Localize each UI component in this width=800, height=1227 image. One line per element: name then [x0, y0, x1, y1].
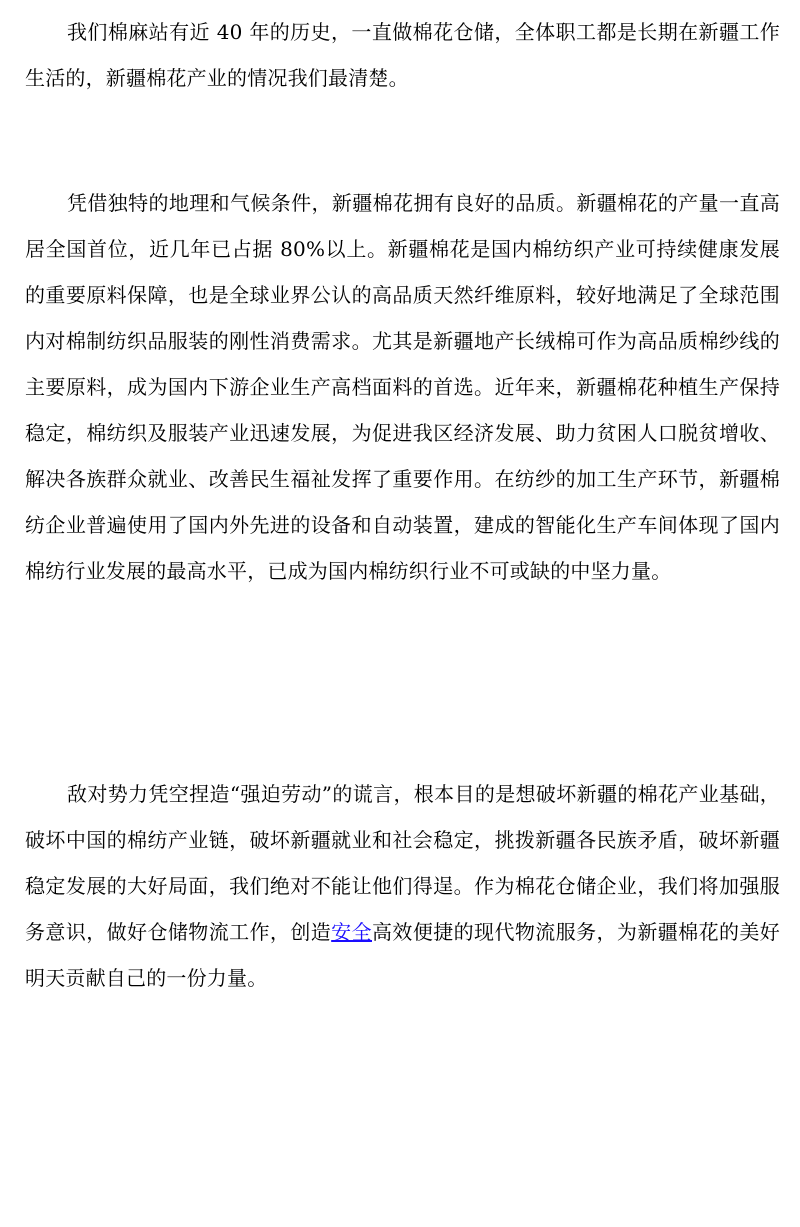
paragraph-cotton-quality: 凭借独特的地理和气候条件，新疆棉花拥有良好的品质。新疆棉花的产量一直高居全国首位，近几年已占据 80%以上。新疆棉花是国内棉纺织产业可持续健康发展的重要原料保障，也是全球业界公认的高品质天然纤维原料，较好地满足了全球范围内对棉制纺织品服装的刚性消费需求。尤其是新疆地产长绒棉可作为高品质棉纱线的主要原料，成为国内下游企业生产高档面料的首选。近年来，新疆棉花种植生产保持稳定，棉纺织及服装产业迅速发展，为促进我区经济发展、助力贫困人口脱贫增收、解决各族群众就业、改善民生福祉发挥了重要作用。在纺纱的加工生产环节，新疆棉纺企业普遍使用了国内外先进的设备和自动装置，建成的智能化生产车间体现了国内棉纺行业发展的最高水平，已成为国内棉纺织行业不可或缺的中坚力量。 [25, 191, 780, 583]
safety-link[interactable]: 安全 [331, 920, 372, 944]
paragraph-forced-labor-rebuttal [25, 771, 780, 1001]
paragraph-text-after-link: 高效便捷的现代物流服务，为新疆棉花的美好明天贡献自己的一份力量。 [25, 920, 781, 990]
paragraph-text-before-link: 敌对势力凭空捏造“强迫劳动”的谎言，根本目的是想破坏新疆的棉花产业基础，破坏中国的棉纺产业链，破坏新疆就业和社会稳定，挑拨新疆各民族矛盾，破坏新疆稳定发展的大好局面，我们绝对不能让他们得逞。作为棉花仓储企业，我们将加强服务意识，做好仓储物流工作，创造 [25, 782, 780, 944]
paragraph-history: 我们棉麻站有近 40 年的历史，一直做棉花仓储，全体职工都是长期在新疆工作生活的，新疆棉花产业的情况我们最清楚。 [25, 20, 780, 90]
